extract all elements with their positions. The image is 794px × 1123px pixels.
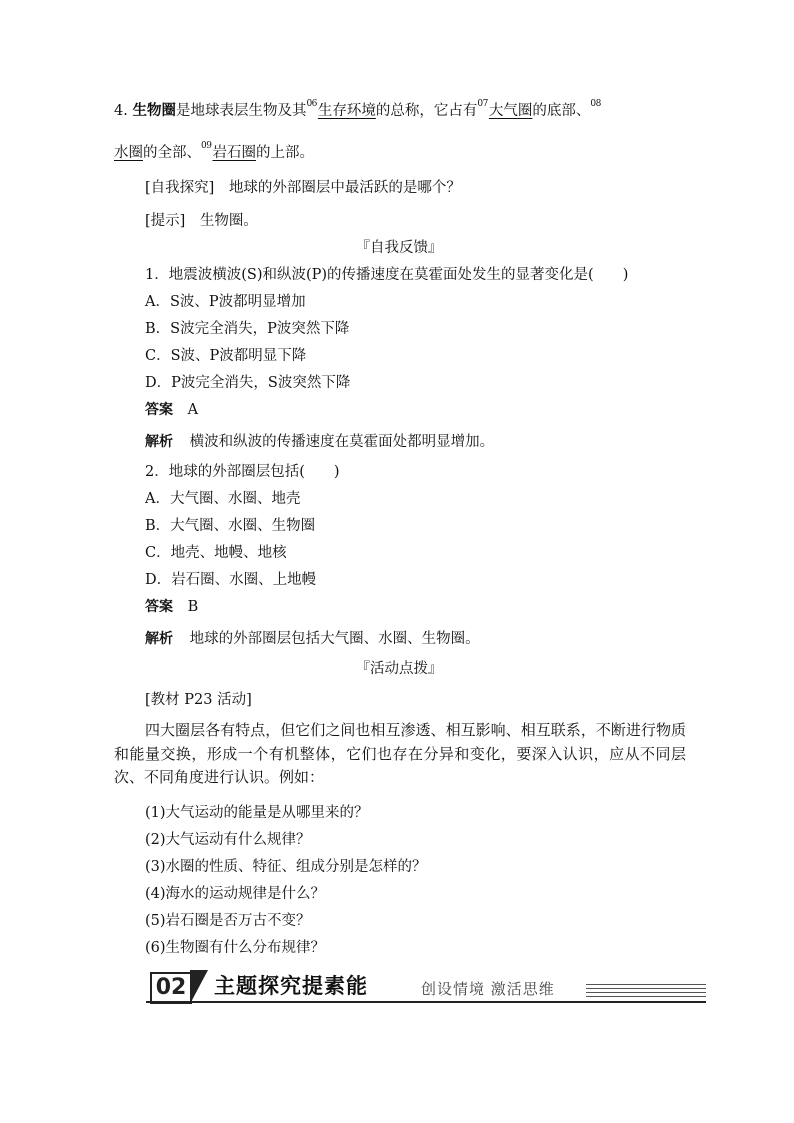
analysis-label: 解析 xyxy=(145,631,173,647)
q2-stem: 2．地球的外部圈层包括( ) xyxy=(145,464,340,480)
hint-text: 生物圈。 xyxy=(199,213,258,229)
banner-baseline xyxy=(146,1001,706,1003)
blank-atmosphere: 07 大气圈 xyxy=(477,99,533,119)
section-subtitle: 创设情境 激活思维 xyxy=(421,980,555,998)
q1-answer xyxy=(145,400,715,420)
section-title: 主题探究提素能 xyxy=(214,974,368,998)
item-number: 4. xyxy=(114,103,128,119)
section-number: 02 xyxy=(150,972,192,1004)
blank-marker: 08 xyxy=(590,99,601,109)
question-5: (5)岩石圈是否万古不变？ xyxy=(145,913,311,929)
q2-option-c: C．地壳、地幔、地核 xyxy=(145,545,287,561)
answer-value: B xyxy=(187,599,199,615)
self-explore xyxy=(145,178,715,198)
banner-rule xyxy=(586,988,706,989)
intro-line-1 xyxy=(114,100,684,121)
banner-rule xyxy=(586,992,706,993)
intro-text: 是地球表层生物及其 xyxy=(175,103,307,119)
answer-label: 答案 xyxy=(145,599,173,615)
q1-option-a: A．S波、P波都明显增加 xyxy=(145,294,306,310)
activity-title: 『活动点拨』 xyxy=(355,661,443,677)
answer-label: 答案 xyxy=(145,402,173,418)
q2-option-a: A．大气圈、水圈、地壳 xyxy=(145,491,301,507)
intro-text: 的全部、 xyxy=(143,145,201,161)
intro-text: 的底部、 xyxy=(532,103,591,119)
analysis-text: 地球的外部圈层包括大气圈、水圈、生物圈。 xyxy=(189,631,480,647)
q2-analysis xyxy=(145,629,715,649)
blank-marker: 06 xyxy=(306,99,317,109)
intro-text: 的总称，它占有 xyxy=(375,103,478,119)
blank-lithosphere: 09 岩石圈 xyxy=(201,141,256,161)
question-3: (3)水圈的性质、特征、组成分别是怎样的？ xyxy=(145,859,427,875)
q2-answer xyxy=(145,597,715,617)
activity-paragraph: 四大圈层各有特点，但它们之间也相互渗透、相互影响、相互联系，不断进行物质和能量交换，形成一个有机整体，它们也存在分异和变化，要深入认识，应从不同层次、不同角度进行认识。例如： xyxy=(114,721,686,786)
self-explore-label: [自我探究] xyxy=(145,180,215,196)
analysis-label: 解析 xyxy=(145,434,173,450)
key-term: 生物圈 xyxy=(132,102,176,119)
hint xyxy=(145,211,715,231)
q1-option-b: B．S波完全消失，P波突然下降 xyxy=(145,321,350,337)
feedback-title: 『自我反馈』 xyxy=(355,240,443,256)
question-6: (6)生物圈有什么分布规律？ xyxy=(145,940,326,956)
question-4: (4)海水的运动规律是什么？ xyxy=(145,886,326,902)
intro-line-2 xyxy=(114,142,684,163)
q2-option-d: D．岩石圈、水圈、上地幔 xyxy=(145,572,317,588)
banner-rule xyxy=(586,984,706,985)
intro-text: 的上部。 xyxy=(255,145,314,161)
self-explore-question: 地球的外部圈层中最活跃的是哪个？ xyxy=(228,180,461,196)
q1-option-d: D．P波完全消失，S波突然下降 xyxy=(145,375,351,391)
analysis-text: 横波和纵波的传播速度在莫霍面处都明显增加。 xyxy=(189,434,495,450)
blank-survival-environment: 06 生存环境 xyxy=(306,99,376,119)
answer-value: A xyxy=(187,402,199,418)
q2-option-b: B．大气圈、水圈、生物圈 xyxy=(145,518,316,534)
q1-option-c: C．S波、P波都明显下降 xyxy=(145,348,307,364)
material-label: [教材 P23 活动] xyxy=(145,692,252,708)
question-2: (2)大气运动有什么规律？ xyxy=(145,832,311,848)
banner-rule xyxy=(586,996,706,997)
blank-marker: 09 xyxy=(201,141,212,151)
hint-label: [提示] xyxy=(145,213,186,229)
q1-stem: 1．地震波横波(S)和纵波(P)的传播速度在莫霍面处发生的显著变化是( ) xyxy=(145,267,629,283)
section-banner xyxy=(146,970,706,1004)
question-1: (1)大气运动的能量是从哪里来的？ xyxy=(145,805,369,821)
blank-marker: 07 xyxy=(477,99,488,109)
q1-analysis xyxy=(145,432,715,452)
blank-marker-08 xyxy=(590,100,601,121)
blank-hydrosphere: 水圈 xyxy=(114,145,143,161)
banner-slant-decoration xyxy=(190,970,208,1004)
